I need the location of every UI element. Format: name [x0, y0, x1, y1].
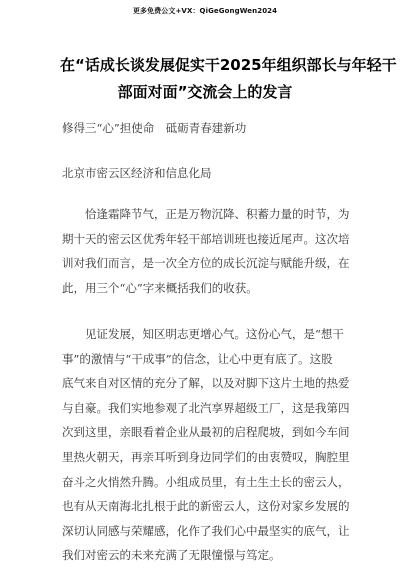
title-line-2: 部面对面”交流会上的发言: [117, 83, 293, 101]
paragraph-line: 里热火朝天，再亲耳听到身边同学们的由衷赞叹，胸腔里: [62, 449, 350, 464]
paragraph-line: 奋斗之火悄然升腾。小组成员里，有土生土长的密云人，: [62, 474, 350, 489]
paragraph-line: 恰逢霜降节气，正是万物沉降、积蓄力量的时节，为: [85, 207, 350, 221]
paragraph-line: 我们对密云的未来充满了无限憧憬与笃定。: [62, 548, 281, 563]
page-header: 更多免费公文+VX：QiGeGongWen2024: [132, 7, 278, 15]
title-line-1: 在“话成长谈发展促实干2025年组织部长与年轻干: [60, 56, 397, 74]
paragraph-line: 期十天的密云区优秀年轻干部培训班也接近尾声。这次培: [62, 231, 350, 246]
paragraph-line: 见证发展，知区明志更增心气。这份心气，是“想干: [85, 327, 344, 341]
paragraph-line: 与自豪。我们实地参观了北汽享界超级工厂，这是我第四: [62, 400, 350, 415]
document-title: [60, 52, 397, 106]
paragraph-line: 深切认同感与荣耀感，化作了我们心中最坚实的底气，让: [62, 523, 350, 538]
subtitle: 修得三“心”担使命 砥砺青春建新功: [62, 121, 247, 135]
paragraph-line: 也有从天南海北扎根于此的新密云人，这份对家乡发展的: [62, 499, 350, 514]
author-line: 北京市密云区经济和信息化局: [62, 166, 212, 180]
paragraph-line: 此，用三个“心”字来概括我们的收获。: [62, 280, 258, 295]
paragraph-line: 底气来自对区情的充分了解，以及对脚下这片土地的热爱: [62, 376, 350, 391]
paragraph-line: 事”的激情与“干成事”的信念，让心中更有底了。这股: [62, 351, 333, 366]
paragraph-line: 次到这里，亲眼看着企业从最初的启程爬坡，到如今车间: [62, 425, 350, 440]
paragraph-2: [62, 322, 358, 568]
paragraph-1: [62, 202, 358, 300]
paragraph-line: 训对我们而言，是一次全方位的成长沉淀与赋能升级，在: [62, 256, 350, 271]
